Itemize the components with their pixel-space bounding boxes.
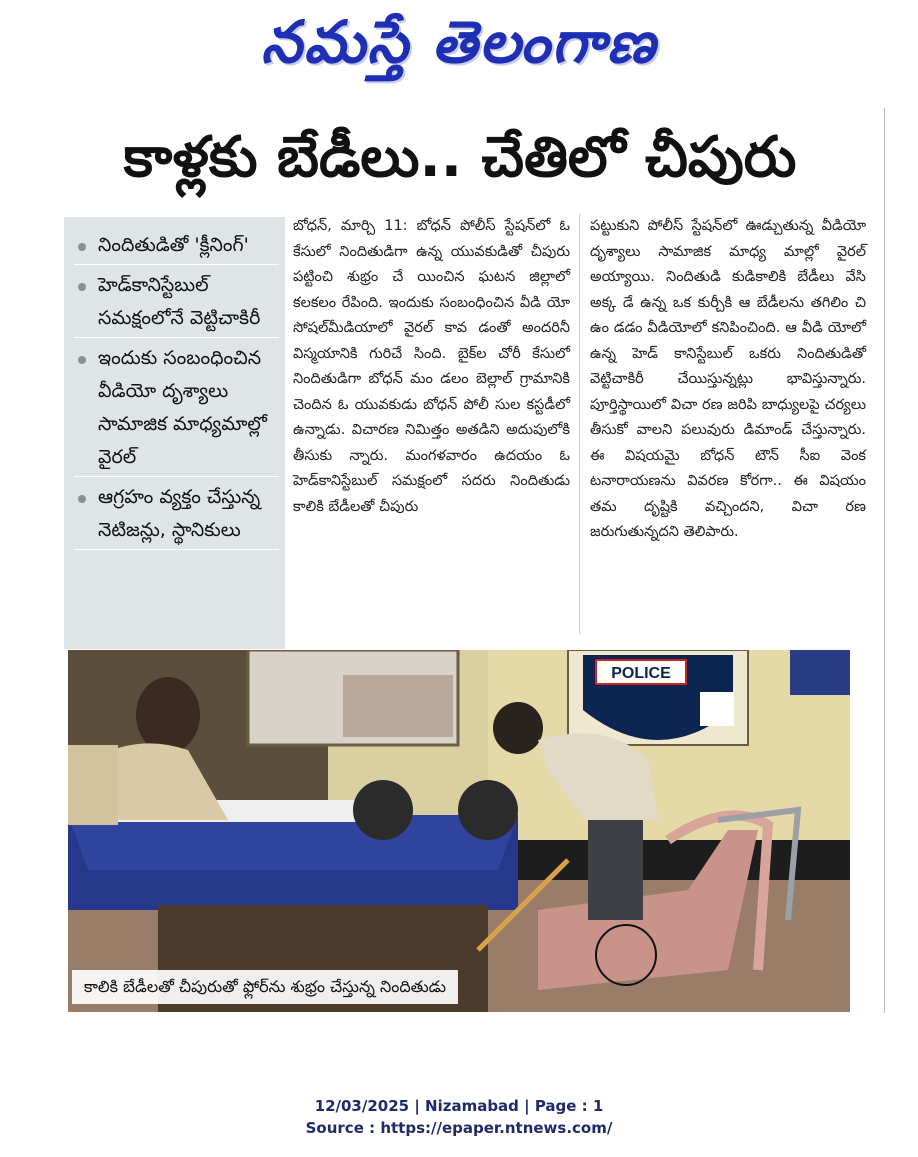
article-headline: కాళ్లకు బేడీలు.. చేతిలో చీపురు [123,125,797,190]
footer-source: Source : https://epaper.ntnews.com/ [305,1119,613,1137]
newspaper-masthead [0,0,918,88]
column-divider [579,214,580,634]
highlight-item: హెడ్‌కానిస్టేబుల్ సమక్షంలోనే వెట్టిచాకిరీ [74,269,279,338]
highlight-item: నిందితుడితో 'క్లీనింగ్' [74,229,279,265]
highlights-box [64,217,285,649]
photo-caption: కాలికి బేడీలతో చీపురుతో ఫ్లోర్‌ను శుభ్రం చేస్తున్న నిందితుడు [72,970,458,1004]
news-photo [68,650,850,1012]
police-station-photo [68,650,850,1012]
masthead-title: నమస్తే తెలంగాణ [261,8,657,76]
highlight-item: ఆగ్రహం వ్యక్తం చేస్తున్న నెటిజన్లు, స్థానికులు [74,481,279,550]
police-sign-text: POLICE [611,665,671,682]
page-divider [884,108,885,1013]
police-sign [568,650,748,745]
footer-date-edition: 12/03/2025 | Nizamabad | Page : 1 [314,1097,604,1115]
highlights-list [64,217,285,550]
highlight-item: ఇందుకు సంబంధించిన వీడియో దృశ్యాలు సామాజిక మాధ్యమాల్లో వైరల్ [74,342,279,477]
article-column-2: పట్టుకుని పోలీస్ స్టేషన్‌లో ఊడ్చుతున్న వీడియో దృశ్యాలు సామాజిక మాధ్య మాల్లో వైరల్ అయ్యాయి. నిందితుడి కుడికాలికి బేడీలు వేసి అక్క డే ఉన్న ఒక కుర్చీకి ఆ బేడీలను తగిలిం చి ఉం డడం వీడియోలో కనిపించింది. ఆ వీడి యోలో ఉన్న హెడ్ కానిస్టేబుల్ ఒకరు నిందితుడితో వెట్టిచాకిరీ చేయిస్తున్నట్లు భావిస్తున్నారు. పూర్తిస్థాయిలో విచా రణ జరిపి బాధ్యులపై చర్యలు తీసుకో వాలని పలువురు డిమాండ్ చేస్తున్నారు. ఈ విషయమై బోధన్ టౌన్ సీఐ వెంక టనారాయణను వివరణ కోరగా.. ఈ విషయం తమ దృష్టికి వచ్చిందని, విచా రణ జరుగుతున్నదని తెలిపారు. [590,218,866,540]
article-column-1: బోధన్, మార్చి 11: బోధన్ పోలీస్ స్టేషన్‌లో ఓ కేసులో నిందితుడిగా ఉన్న యువకుడితో చీపురు పట్టించి శుభ్రం చే యించిన ఘటన జిల్లాలో కలకలం రేపింది. ఇందుకు సంబంధించిన వీడి యో సోషల్‌మీడియాలో వైరల్ కావ డంతో అందరినీ విస్మయానికి గురిచే సింది. బైక్‌ల చోరీ కేసులో నిందితుడిగా బోధన్ మం డలం బెల్లాల్ గ్రామానికి చెందిన ఓ యువకుడు బోధన్ పోలీ సుల కస్టడీలో ఉన్నాడు. విచారణ నిమిత్తం అతడిని అదుపులోకి తీసుకు న్నారు. మంగళవారం ఉదయం ఓ హెడ్‌కానిస్టేబుల్ సమక్షంలో సదరు నిందితుడు కాలికి బేడీలతో చీపురు [293,218,570,515]
